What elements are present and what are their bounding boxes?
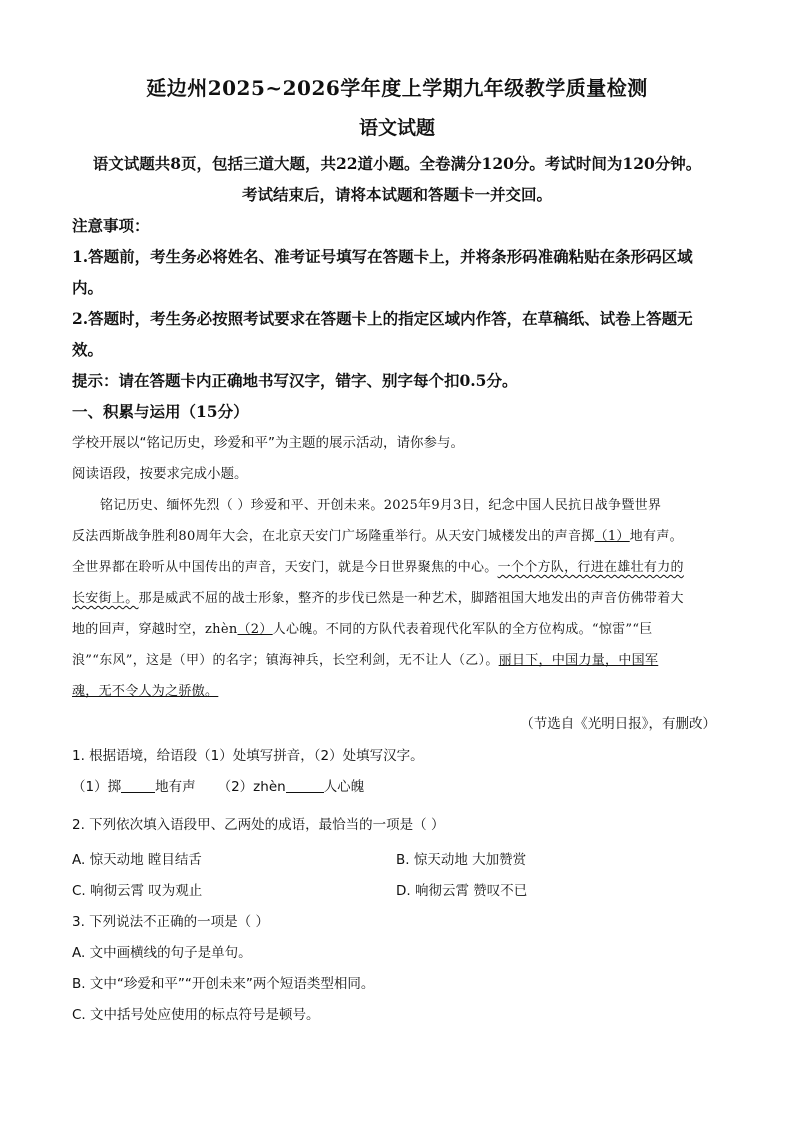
wavy-underlined-sentence: 一个个方队，行进在雄壮有力的 (497, 560, 684, 575)
q1-sub1-prefix: （1）掷 (72, 779, 122, 795)
passage-line-7 (72, 680, 218, 699)
question-2: 2. 下列依次填入语段甲、乙两处的成语，最恰当的一项是（ ） (72, 817, 445, 833)
notes-item-1-line-2: 内。 (72, 278, 104, 297)
notes-tip: 提示：请在答题卡内正确地书写汉字，错字、别字每个扣0.5分。 (72, 371, 518, 390)
q3-option-a: A. 文中画横线的句子是单句。 (72, 945, 252, 961)
q1-sub1-suffix: 地有声 (155, 779, 196, 795)
passage-text: 浪”“东风”，这是（甲）的名字；镇海神兵，长空利剑，无不让人（乙）。 (72, 653, 499, 668)
section-1-intro: 学校开展以“铭记历史，珍爱和平”为主题的展示活动，请你参与。 (72, 435, 464, 451)
wavy-underlined-sentence: 长安街上。 (72, 591, 139, 606)
underlined-sentence: 丽日下，中国力量，中国军 (498, 653, 659, 668)
section-1-instruction: 阅读语段，按要求完成小题。 (72, 466, 248, 482)
exam-info-line-2: 考试结束后，请将本试题和答题卡一并交回。 (241, 185, 552, 204)
passage-text: 地有声。 (629, 529, 683, 544)
exam-title: 延边州2025~2026学年度上学期九年级教学质量检测 (146, 76, 648, 100)
notes-heading: 注意事项： (72, 216, 150, 235)
passage-line-3 (72, 556, 684, 575)
passage-line-5 (72, 618, 653, 637)
q2-option-d: D. 响彻云霄 赞叹不已 (396, 883, 528, 899)
passage-text: 全世界都在聆听从中国传出的声音，天安门，就是今日世界聚焦的中心。 (72, 560, 498, 575)
question-3: 3. 下列说法不正确的一项是（ ） (72, 914, 269, 930)
exam-info-line-1: 语文试题共8页，包括三道大题，共22道小题。全卷满分120分。考试时间为120分钟。 (92, 154, 702, 173)
passage-text: 那是威武不屈的战士形象，整齐的步伐已然是一种艺术，脚踏祖国大地发出的声音仿佛带着大 (138, 591, 684, 606)
underlined-sentence: 魂，无不令人为之骄傲。 (72, 684, 219, 699)
passage-line-1: 铭记历史、缅怀先烈（ ）珍爱和平、开创未来。2025年9月3日，纪念中国人民抗日战争暨世界 (100, 498, 662, 513)
q1-sub2-suffix: 人心魄 (323, 779, 365, 795)
blank-2: （2） (237, 622, 273, 637)
answer-blank (121, 778, 155, 793)
passage-source: （节选自《光明日报》，有删改） (520, 716, 716, 732)
passage-text: 反法西斯战争胜利80周年大会，在北京天安门广场隆重举行。从天安门城楼发出的声音掷 (72, 529, 595, 544)
notes-item-2-line-1: 2.答题时，考生务必按照考试要求在答题卡上的指定区域内作答，在草稿纸、试卷上答题无 (72, 309, 693, 328)
answer-blank (286, 778, 324, 793)
passage-line-4 (72, 587, 684, 606)
q2-option-a: A. 惊天动地 瞠目结舌 (72, 852, 202, 868)
passage-text: 地的回声，穿越时空，zhèn (72, 622, 238, 637)
question-1-subitems (72, 775, 364, 795)
exam-subtitle: 语文试题 (358, 117, 435, 139)
section-1-heading: 一、积累与运用（15分） (72, 402, 249, 421)
q1-sub2-prefix: （2）zhèn (217, 779, 286, 795)
q2-option-c: C. 响彻云霄 叹为观止 (72, 883, 203, 899)
blank-1: （1） (594, 529, 630, 544)
passage-text: 人心魄。不同的方队代表着现代化军队的全方位构成。“惊雷”“巨 (272, 622, 653, 637)
q3-option-c: C. 文中括号处应使用的标点符号是顿号。 (72, 1007, 320, 1023)
passage-line-2 (72, 525, 683, 544)
q3-option-b: B. 文中“珍爱和平”“开创未来”两个短语类型相同。 (72, 976, 375, 992)
notes-item-1-line-1: 1.答题前，考生务必将姓名、准考证号填写在答题卡上，并将条形码准确粘贴在条形码区域 (72, 247, 693, 266)
question-1: 1. 根据语境，给语段（1）处填写拼音，（2）处填写汉字。 (72, 748, 424, 764)
passage-line-6 (72, 649, 658, 668)
notes-item-2-line-2: 效。 (72, 340, 104, 359)
q2-option-b: B. 惊天动地 大加赞赏 (396, 852, 527, 868)
